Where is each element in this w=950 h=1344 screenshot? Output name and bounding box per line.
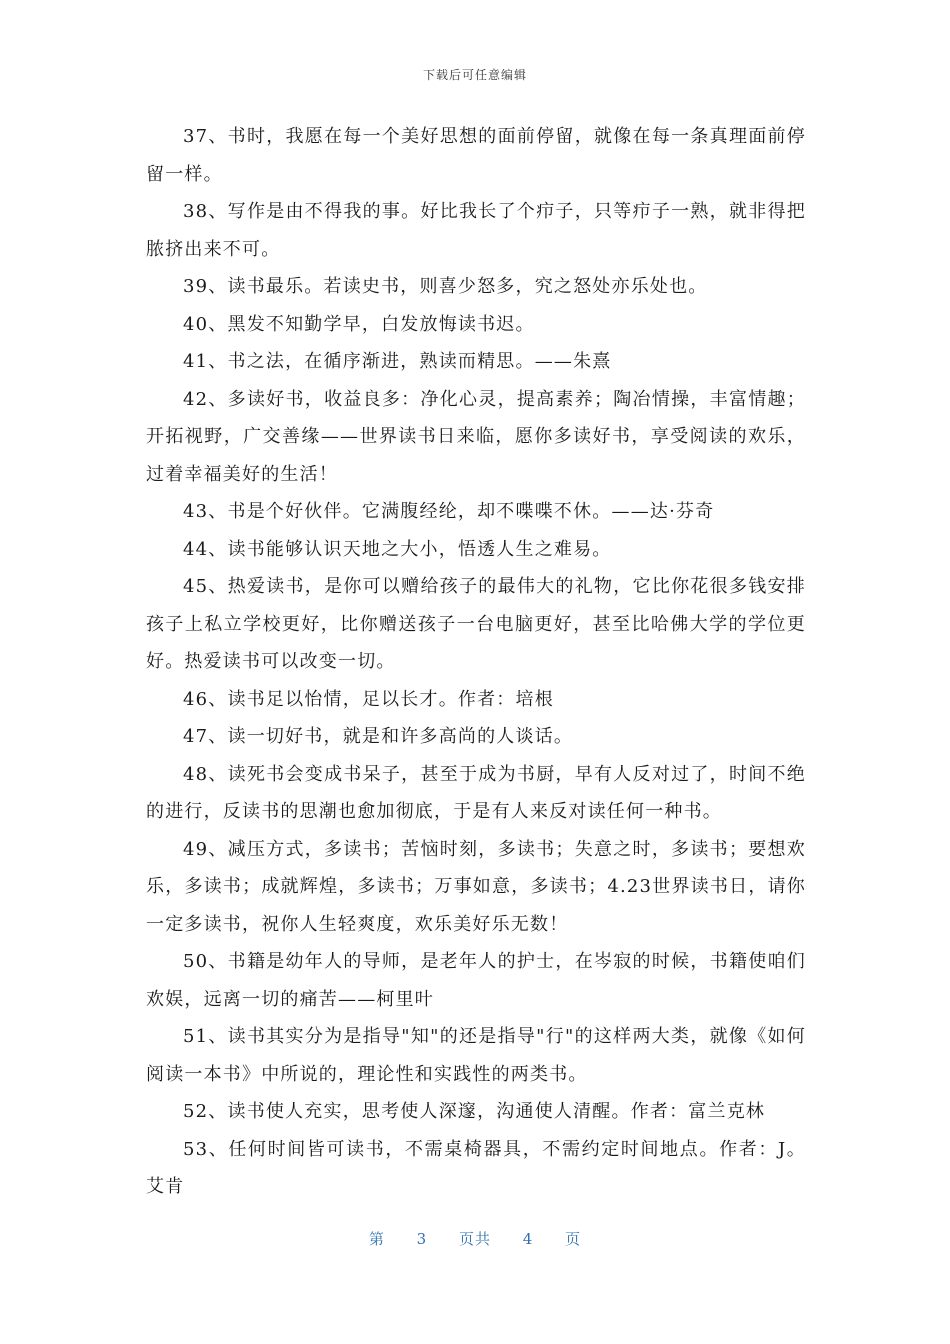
quote-paragraph-49: 49、减压方式，多读书；苦恼时刻，多读书；失意之时，多读书；要想欢乐，多读书；成就辉煌，多读书；万事如意，多读书；4.23世界读书日，请你一定多读书，祝你人生轻爽度，欢乐美好乐无数！ (146, 838, 806, 935)
quote-paragraph-41: 41、书之法，在循序渐进，熟读而精思。——朱熹 (183, 351, 612, 372)
quote-paragraph-48: 48、读死书会变成书呆子，甚至于成为书厨，早有人反对过了，时间不绝的进行，反读书的思潮也愈加彻底，于是有人来反对读任何一种书。 (146, 763, 806, 822)
quote-paragraph-44: 44、读书能够认识天地之大小，悟透人生之难易。 (183, 538, 612, 560)
quote-paragraph-46: 46、读书足以怡情，足以长才。作者：培根 (183, 688, 554, 710)
page-label-suffix: 页 (565, 1230, 582, 1248)
quote-paragraph-53: 53、任何时间皆可读书，不需桌椅器具，不需约定时间地点。作者：J。艾肯 (146, 1138, 806, 1197)
quote-paragraph-38: 38、写作是由不得我的事。好比我长了个疖子，只等疖子一熟，就非得把脓挤出来不可。 (146, 201, 806, 260)
quote-paragraph-47: 47、读一切好书，就是和许多高尚的人谈话。 (183, 726, 574, 747)
document-body (146, 118, 806, 1206)
quote-paragraph-37: 37、书时，我愿在每一个美好思想的面前停留，就像在每一条真理面前停留一样。 (146, 126, 806, 185)
page-footer (0, 1228, 950, 1249)
quote-paragraph-43: 43、书是个好伙伴。它满腹经纶，却不喋喋不休。——达·芬奇 (183, 501, 715, 522)
page-header: 下载后可任意编辑 (422, 68, 527, 82)
quote-paragraph-42: 42、多读好书，收益良多：净化心灵，提高素养；陶冶情操，丰富情趣；开拓视野，广交善缘——世界读书日来临，愿你多读好书，享受阅读的欢乐，过着幸福美好的生活！ (146, 388, 806, 485)
quote-paragraph-45: 45、热爱读书，是你可以赠给孩子的最伟大的礼物，它比你花很多钱安排孩子上私立学校更好，比你赠送孩子一台电脑更好，甚至比哈佛大学的学位更好。热爱读书可以改变一切。 (146, 576, 806, 672)
total-page-count: 4 (522, 1230, 534, 1248)
quote-paragraph-39: 39、读书最乐。若读史书，则喜少怒多，究之怒处亦乐处也。 (183, 276, 708, 297)
quote-paragraph-52: 52、读书使人充实，思考使人深邃，沟通使人清醒。作者：富兰克林 (183, 1101, 766, 1122)
quote-paragraph-50: 50、书籍是幼年人的导师，是老年人的护士，在岑寂的时候，书籍使咱们欢娱，远离一切的痛苦——柯里叶 (146, 951, 806, 1010)
quote-paragraph-51: 51、读书其实分为是指导"知"的还是指导"行"的这样两大类，就像《如何阅读一本书》中所说的，理论性和实践性的两类书。 (146, 1026, 806, 1085)
current-page-number: 3 (416, 1230, 428, 1248)
page-label-mid: 页共 (458, 1230, 491, 1248)
quote-paragraph-40: 40、黑发不知勤学早，白发放悔读书迟。 (183, 313, 535, 335)
page-label-prefix: 第 (368, 1230, 385, 1248)
